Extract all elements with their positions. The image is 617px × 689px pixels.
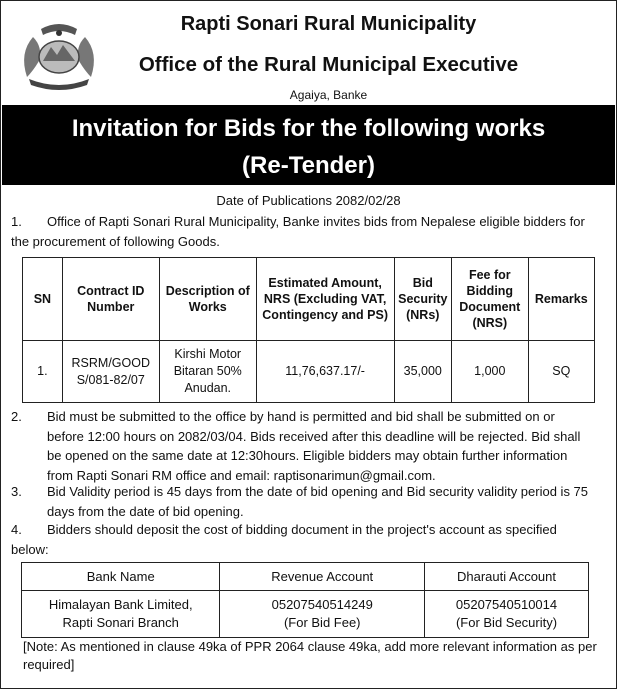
publication-date: Date of Publications 2082/02/28: [216, 193, 401, 208]
paragraph-line: Office of Rapti Sonari Rural Municipality, Banke invites bids from Nepalese eligible bidders for: [47, 214, 585, 229]
column-header-estimated-amount: Estimated Amount, NRS (Excluding VAT, Contingency and PS): [256, 258, 394, 341]
office-name: Office of the Rural Municipal Executive: [138, 53, 519, 76]
dharauti-account-purpose: (For Bid Security): [455, 615, 558, 630]
clause-note: [Note: As mentioned in clause 49ka of PPR 2064 clause 49ka, add more relevant information as per required]: [23, 639, 597, 672]
column-header-dharauti-account: Dharauti Account: [425, 563, 589, 591]
paragraph-line: the procurement of following Goods.: [11, 233, 220, 249]
works-table: [22, 257, 595, 403]
revenue-account-purpose: (For Bid Fee): [283, 615, 361, 630]
table-row: [22, 591, 589, 638]
cell-description: Kirshi Motor Bitaran 50% Anudan.: [159, 341, 256, 403]
column-header-contract-id: Contract ID Number: [62, 258, 159, 341]
paragraph-text: [11, 212, 585, 251]
paragraph-2: [11, 407, 601, 487]
cell-contract-id: RSRM/GOODS/081-82/07: [62, 341, 159, 403]
paragraph-number: 4.: [11, 522, 22, 537]
paragraph-number: 1.: [11, 214, 22, 229]
cell-bank-name: [22, 591, 220, 638]
paragraph-text: [47, 482, 588, 521]
table-header-row: [23, 258, 595, 341]
paragraph-text: [11, 520, 557, 559]
paragraph-text: [47, 407, 580, 485]
column-header-sn: SN: [23, 258, 63, 341]
notice-banner: [2, 105, 615, 185]
paragraph-1: [11, 212, 601, 252]
column-header-remarks: Remarks: [528, 258, 594, 341]
paragraph-line: days from the date of bid opening.: [47, 503, 244, 519]
cell-bid-security: 35,000: [394, 341, 452, 403]
bank-accounts-table: [21, 562, 589, 638]
dharauti-account-number: 05207540510014: [455, 597, 558, 612]
column-header-description: Description of Works: [159, 258, 256, 341]
office-location: Agaiya, Banke: [289, 88, 368, 102]
paragraph-line: from Rapti Sonari RM office and email: raptisonarimun@gmail.com.: [47, 467, 436, 483]
cell-remarks: SQ: [528, 341, 594, 403]
paragraph-line: Bidders should deposit the cost of bidding document in the project's account as specified: [47, 522, 557, 537]
column-header-bid-security: Bid Security (NRs): [394, 258, 452, 341]
paragraph-line: below:: [11, 541, 49, 557]
paragraph-line: Bid must be submitted to the office by hand is permitted and bid shall be submitted on or: [47, 409, 555, 424]
paragraph-line: Bid Validity period is 45 days from the date of bid opening and Bid security validity period is 75: [47, 484, 589, 499]
cell-revenue-account: [220, 591, 425, 638]
cell-sn: 1.: [23, 341, 63, 403]
bank-branch-line: Rapti Sonari Branch: [62, 615, 179, 630]
municipality-name: Rapti Sonari Rural Municipality: [180, 13, 477, 35]
column-header-bank-name: Bank Name: [22, 563, 220, 591]
column-header-revenue-account: Revenue Account: [220, 563, 425, 591]
table-header-row: [22, 563, 589, 591]
banner-title: Invitation for Bids for the following works: [71, 115, 546, 142]
cell-dharauti-account: [425, 591, 589, 638]
paragraph-line: before 12:00 hours on 2082/03/04. Bids received after this deadline will be rejected. Bid shall: [47, 428, 581, 444]
paragraph-number: 2.: [11, 409, 22, 424]
banner-subtitle: (Re-Tender): [242, 152, 375, 179]
revenue-account-number: 05207540514249: [271, 597, 373, 612]
bank-name-line: Himalayan Bank Limited,: [48, 597, 193, 612]
paragraph-number: 3.: [11, 484, 22, 499]
cell-document-fee: 1,000: [452, 341, 529, 403]
paragraph-3: [11, 482, 601, 522]
cell-estimated-amount: 11,76,637.17/-: [256, 341, 394, 403]
paragraph-line: be opened on the same date at 12:30hours. Eligible bidders may obtain further information: [47, 448, 568, 463]
column-header-document-fee: Fee for Bidding Document (NRS): [452, 258, 529, 341]
paragraph-4: [11, 520, 601, 560]
table-row: [23, 341, 595, 403]
